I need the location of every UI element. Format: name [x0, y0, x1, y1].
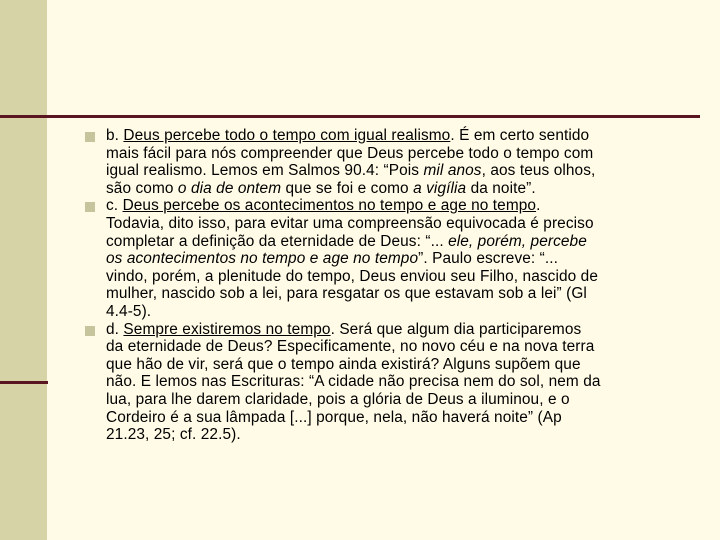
- body-text: ”. Paulo escreve: “...: [418, 250, 559, 268]
- body-text: d.: [106, 320, 124, 338]
- italic-text: os acontecimentos no tempo e age no tempo: [106, 250, 419, 268]
- body-text: da eternidade de Deus? Especificamente, no novo céu e na nova terra: [106, 338, 595, 356]
- underlined-heading-text: Sempre existiremos no tempo: [123, 320, 331, 338]
- square-bullet-icon: [85, 132, 95, 142]
- body-text: igual realismo. Lemos em Salmos 90.4: “Pois: [106, 162, 424, 180]
- body-text: Todavia, dito isso, para evitar uma compreensão equivocada é preciso: [106, 214, 594, 232]
- body-text: mais fácil para nós compreender que Deus percebe todo o tempo com: [106, 144, 594, 162]
- text-line: [106, 338, 685, 356]
- text-line: [106, 409, 685, 427]
- text-line: [106, 426, 685, 444]
- body-text: Cordeiro é a sua lâmpada [...] porque, nela, não haverá noite” (Ap: [106, 408, 562, 426]
- italic-text: mil anos: [423, 162, 482, 180]
- text-line: [106, 180, 685, 198]
- italic-text: a vigília: [413, 179, 467, 197]
- bullet-item: [85, 197, 685, 320]
- text-line: [106, 285, 685, 303]
- underlined-heading-text: Deus percebe os acontecimentos no tempo e age no tempo: [122, 197, 537, 215]
- body-text: , aos teus olhos,: [481, 162, 596, 180]
- square-bullet-icon: [85, 202, 95, 212]
- text-line: [106, 233, 685, 251]
- text-line: [106, 197, 685, 215]
- body-text: mulher, nascido sob a lei, para resgatar os que estavam sob a lei” (Gl: [106, 285, 587, 303]
- text-line: [106, 145, 685, 163]
- body-text: b.: [106, 127, 124, 144]
- left-decorative-band: [0, 0, 47, 540]
- left-divider-rule: [0, 381, 48, 384]
- body-text: 21.23, 25; cf. 22.5).: [106, 426, 241, 444]
- body-text: . É em certo sentido: [450, 127, 590, 144]
- body-text: 4.4-5).: [106, 302, 152, 320]
- body-text: completar a definição da eternidade de Deus: “...: [106, 232, 449, 250]
- square-bullet-icon: [85, 326, 95, 336]
- body-text: lua, para lhe darem claridade, pois a glória de Deus a iluminou, e o: [106, 390, 570, 408]
- bullet-item: [85, 321, 685, 444]
- underlined-heading-text: Deus percebe todo o tempo com igual realismo: [123, 127, 451, 144]
- body-text: não. E lemos nas Escrituras: “A cidade não precisa nem do sol, nem da: [106, 373, 601, 391]
- text-line: [106, 391, 685, 409]
- body-text: c.: [106, 197, 123, 215]
- text-line: [106, 303, 685, 321]
- body-text: são como: [106, 179, 178, 197]
- text-line: [106, 268, 685, 286]
- body-text: . Será que algum dia participaremos: [330, 320, 582, 338]
- italic-text: o dia de ontem: [177, 179, 282, 197]
- body-text: .: [536, 197, 541, 215]
- slide-body: [85, 127, 685, 444]
- body-text: vindo, porém, a plenitude do tempo, Deus enviou seu Filho, nascido de: [106, 267, 599, 285]
- text-line: [106, 215, 685, 233]
- italic-text: ele, porém, percebe: [448, 232, 587, 250]
- text-line: [106, 162, 685, 180]
- text-line: [106, 356, 685, 374]
- top-divider-rule: [0, 115, 700, 118]
- text-line: [106, 250, 685, 268]
- bullet-item: [85, 127, 685, 197]
- text-line: [106, 373, 685, 391]
- body-text: da noite”.: [466, 179, 536, 197]
- body-text: que se foi e como: [281, 179, 414, 197]
- text-line: [106, 127, 685, 145]
- body-text: que hão de vir, será que o tempo ainda existirá? Alguns supõem que: [106, 355, 581, 373]
- text-line: [106, 321, 685, 339]
